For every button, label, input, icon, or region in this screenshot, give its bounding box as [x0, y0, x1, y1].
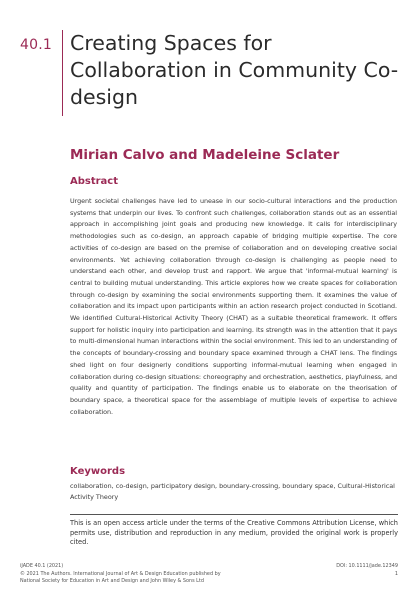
- footer-doi[interactable]: DOI: 10.1111/jade.12349: [336, 563, 398, 569]
- page-number: 1: [394, 570, 398, 577]
- keywords-heading: Keywords: [70, 466, 126, 477]
- abstract-text: Urgent societal challenges have led to unease in our socio-cultural interactions and the production systems that underpin our lives. To confront such challenges, collaboration stands out as an essential approach in accomplishing joint goals and producing new knowledge. It calls for interdisciplinary methodologies such as co-design, an approach capable of bridging multiple expertise. The core activities of co-design are based on the premise of collaboration and on developing creative social environments. Yet achieving collaboration through co-design is challenging as people need to understand each other, and develop trust and rapport. We argue that 'informal-mutual learning' is central to building mutual understanding. This article explores how we create spaces for collaboration through co-design by examining the social environments supporting them. It examines the value of collaboration and its impact upon participants within an action research project conducted in Scotland. We identified Cultural-Historical Activity Theory (CHAT) as a suitable theoretical framework. It offers support for holistic inquiry into participation and learning. Its strength was in the attention that it pays to multi-dimensional human interactions within the social environment. This led to an understanding of the concepts of boundary-crossing and boundary space examined through a CHAT lens. The findings shed light on four designerly conditions supporting informal-mutual learning when engaged in collaboration during co-design situations: choreography and orchestration, aesthetics, playfulness, and quality and quantity of participation. The findings enable us to elaborate on the theorisation of boundary space, a theoretical space for the assemblage of multiple levels of expertise to achieve collaboration.: [70, 197, 397, 416]
- chapter-number: 40.1: [20, 37, 52, 53]
- article-title: Creating Spaces for Collaboration in Community Co-design: [70, 31, 399, 109]
- footer-journal-issue: iJADE 40.1 (2021): [20, 563, 64, 569]
- license-notice: This is an open access article under the terms of the Creative Commons Attribution License, which permits use, distribution and reproduction in any medium, provided the original work is properly cited.: [70, 519, 398, 547]
- article-authors: Mirian Calvo and Madeleine Sclater: [70, 147, 340, 163]
- footer-doi-block: [336, 563, 398, 578]
- footer-publisher: National Society for Education in Art and Design and John Wiley & Sons Ltd: [20, 578, 204, 585]
- footer-copyright: © 2021 The Authors. International Journal of Art & Design Education published by: [20, 570, 221, 577]
- abstract-heading: Abstract: [70, 176, 119, 187]
- title-rule: [62, 30, 63, 116]
- keywords-text: collaboration, co-design, participatory design, boundary-crossing, boundary space, Cultural-Historical Activity Theory: [70, 482, 395, 501]
- license-divider: [70, 514, 398, 515]
- footer-citation: [20, 563, 280, 586]
